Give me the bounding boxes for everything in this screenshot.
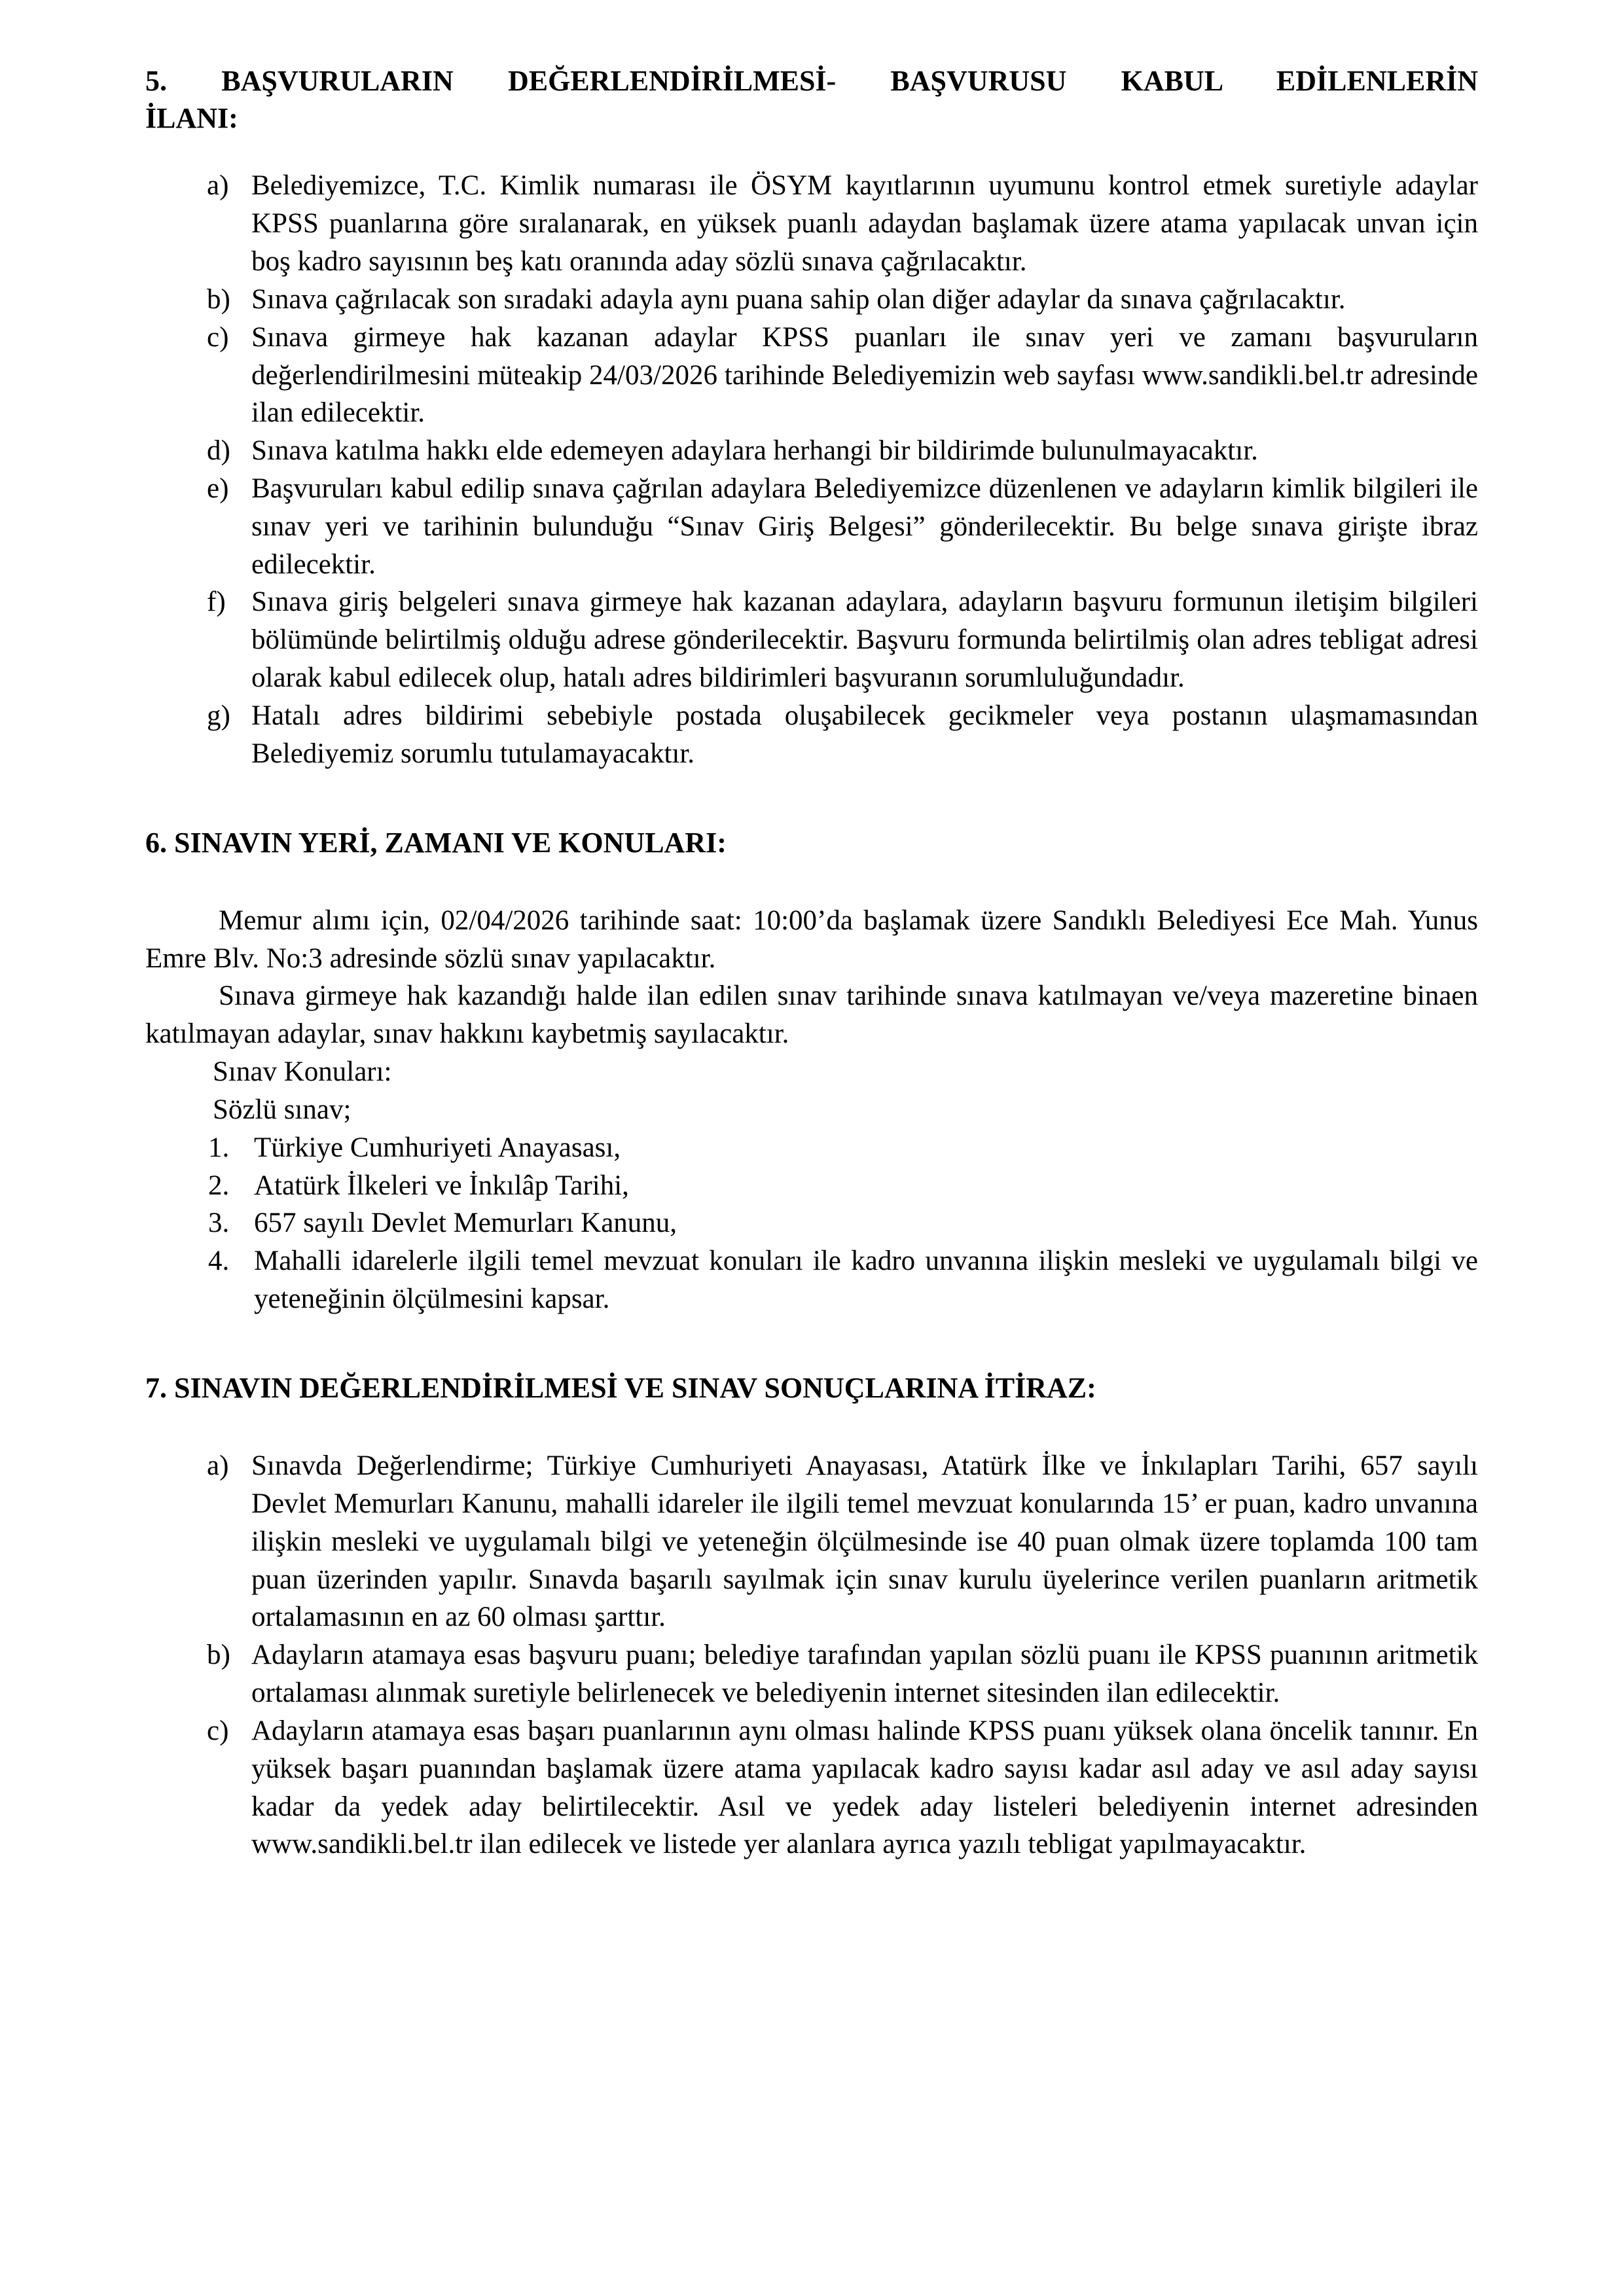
section-5-list <box>145 167 1478 772</box>
list-item <box>145 470 1478 583</box>
list-item-text: Türkiye Cumhuriyeti Anayasası, <box>254 1132 621 1163</box>
list-item-text: Hatalı adres bildirimi sebebiyle postada oluşabilecek gecikmeler veya postanın ulaşmamasından Belediyemiz sorumlu tutulamayacaktır. <box>251 700 1478 769</box>
list-item-text: Sınavda Değerlendirme; Türkiye Cumhuriyeti Anayasası, Atatürk İlke ve İnkılapları Tarihi, 657 sayılı Devlet Memurları Kanunu, mahalli idareler ile ilgili temel mevzuat konularında 15’ er puan, kadro unvanına ilişkin mesleki ve uygulamalı bilgi ve yeteneğin ölçülmesinde ise 40 puan olmak üzere toplamda 100 tam puan üzerinden yapılır. Sınavda başarılı sayılmak için sınav kurulu üyelerince verilen puanların aritmetik ortalamasının en az 60 olması şarttır. <box>251 1450 1478 1633</box>
list-item-text: Sınava girmeye hak kazanan adaylar KPSS puanları ile sınav yeri ve zamanı başvuruların değerlendirilmesini müteakip 24/03/2026 tarihinde Belediyemizin web sayfası www.sandikli.bel.tr adresinde ilan edilecektir. <box>251 321 1478 429</box>
spacer <box>145 773 1478 824</box>
list-item <box>145 583 1478 696</box>
list-marker: c) <box>207 1715 229 1746</box>
list-item-text: Atatürk İlkeleri ve İnkılâp Tarihi, <box>254 1170 629 1201</box>
list-marker: d) <box>207 435 230 467</box>
section-6-paragraph-1: Memur alımı için, 02/04/2026 tarihinde saat: 10:00’da başlamak üzere Sandıklı Belediyesi Ece Mah. Yunus Emre Blv. No:3 adresinde sözlü sınav yapılacaktır. <box>145 905 1478 974</box>
page-content <box>145 0 1478 1863</box>
exam-subjects-label: Sınav Konuları: <box>213 1056 392 1088</box>
list-item-text: Adayların atamaya esas başvuru puanı; belediye tarafından yapılan sözlü puanı ile KPSS puanının aritmetik ortalaması alınmak suretiyle belirlenecek ve belediyenin internet sitesinden ilan edilecektir. <box>251 1640 1478 1709</box>
spacer <box>145 137 1478 167</box>
list-marker: c) <box>207 321 229 353</box>
list-item <box>145 432 1478 470</box>
list-item <box>145 1636 1478 1712</box>
section-7-list <box>145 1447 1478 1863</box>
list-item <box>145 1129 1478 1167</box>
list-marker: e) <box>207 473 229 504</box>
list-item-text: Mahalli idarelerle ilgili temel mevzuat konuları ile kadro unvanına ilişkin mesleki ve uygulamalı bilgi ve yeteneğinin ölçülmesini kapsar. <box>254 1246 1478 1315</box>
list-item <box>145 281 1478 319</box>
list-marker: a) <box>207 170 229 202</box>
section-5-heading-line1: 5. BAŞVURULARIN DEĞERLENDİRİLMESİ- BAŞVURUSU KABUL EDİLENLERİN <box>145 65 1478 97</box>
list-marker: 3. <box>208 1208 230 1239</box>
list-marker: f) <box>207 586 226 618</box>
list-item <box>145 1242 1478 1318</box>
list-marker: b) <box>207 283 230 315</box>
list-item <box>145 1447 1478 1636</box>
section-7-heading: 7. SINAVIN DEĞERLENDİRİLMESİ VE SINAV SONUÇLARINA İTİRAZ: <box>145 1371 1096 1404</box>
exam-type-label: Sözlü sınav; <box>213 1094 352 1125</box>
list-item <box>145 319 1478 432</box>
list-marker: b) <box>207 1640 230 1671</box>
list-item-text: Adayların atamaya esas başarı puanlarının aynı olması halinde KPSS puanı yüksek olana öncelik tanınır. En yüksek başarı puanından başlamak üzere atama yapılacak kadro sayısı kadar asıl aday ve asıl aday sayısı kadar da yedek aday belirtilecektir. Asıl ve yedek aday listeleri belediyenin internet adresinden www.sandikli.bel.tr ilan edilecek ve listede yer alanlara ayrıca yazılı tebligat yapılmayacaktır. <box>251 1715 1478 1860</box>
list-item-text: Sınava katılma hakkı elde edemeyen adaylara herhangi bir bildirimde bulunulmayacaktır. <box>251 435 1258 467</box>
list-marker: 2. <box>208 1170 230 1201</box>
exam-topics-list <box>145 1129 1478 1318</box>
list-item <box>145 1204 1478 1242</box>
spacer <box>145 1407 1478 1447</box>
section-6-paragraph-2: Sınava girmeye hak kazandığı halde ilan edilen sınav tarihinde sınava katılmayan ve/veya mazeretine binaen katılmayan adaylar, sınav hakkını kaybetmiş sayılacaktır. <box>145 980 1478 1050</box>
list-item-text: Sınava çağrılacak son sıradaki adayla aynı puana sahip olan diğer adaylar da sınava çağrılacaktır. <box>251 283 1346 315</box>
list-item <box>145 1167 1478 1205</box>
section-6-heading: 6. SINAVIN YERİ, ZAMANI VE KONULARI: <box>145 826 727 859</box>
list-item-text: Başvuruları kabul edilip sınava çağrılan adaylara Belediyemizce düzenlenen ve adayların kimlik bilgileri ile sınav yeri ve tarihinin bulunduğu “Sınav Giriş Belgesi” gönderilecektir. Bu belge sınava girişte ibraz edilecektir. <box>251 473 1478 580</box>
list-item-text: Sınava giriş belgeleri sınava girmeye hak kazanan adaylara, adayların başvuru formunun iletişim bilgileri bölümünde belirtilmiş olduğu adrese gönderilecektir. Başvuru formunda belirtilmiş olan adres tebligat adresi olarak kabul edilecek olup, hatalı adres bildirimleri başvuranın sorumluluğundadır. <box>251 586 1478 694</box>
list-item <box>145 1712 1478 1863</box>
list-item <box>145 697 1478 773</box>
section-5-heading-line2: İLANI: <box>145 102 238 135</box>
spacer <box>145 861 1478 902</box>
list-marker: g) <box>207 700 230 731</box>
list-item-text: 657 sayılı Devlet Memurları Kanunu, <box>254 1208 677 1239</box>
list-item <box>145 167 1478 280</box>
spacer <box>145 1318 1478 1369</box>
list-marker: 4. <box>208 1246 230 1277</box>
list-item-text: Belediyemizce, T.C. Kimlik numarası ile ÖSYM kayıtlarının uyumunu kontrol etmek suretiyle adaylar KPSS puanlarına göre sıralanarak, en yüksek puanlı adaydan başlamak üzere atama yapılacak unvan için boş kadro sayısının beş katı oranında aday sözlü sınava çağrılacaktır. <box>251 170 1478 278</box>
list-marker: 1. <box>208 1132 230 1163</box>
list-marker: a) <box>207 1450 229 1482</box>
